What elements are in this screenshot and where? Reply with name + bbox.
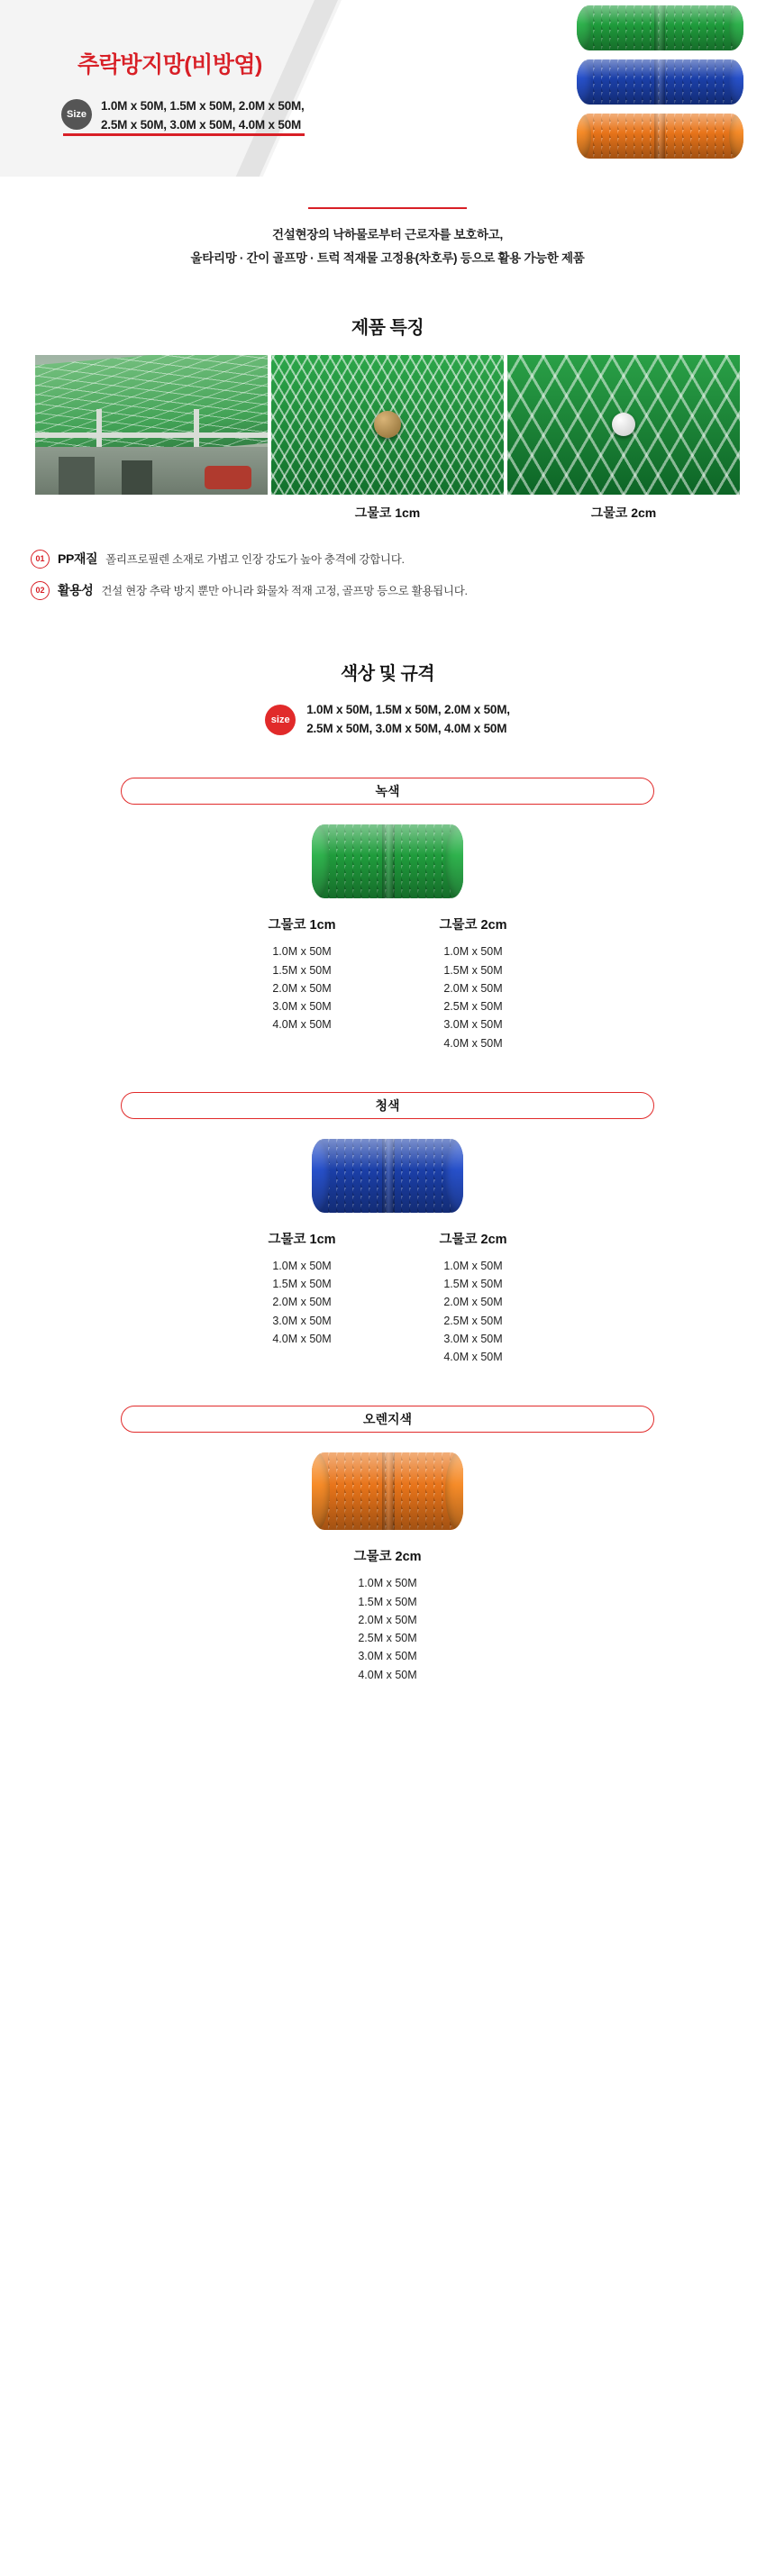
- hero-size-line-1: 1.0M x 50M, 1.5M x 50M, 2.0M x 50M,: [101, 99, 305, 113]
- intro-divider: [308, 207, 467, 209]
- blue-mesh-2cm-column: [388, 1229, 559, 1367]
- spec-size-line-1: 1.0M x 50M, 1.5M x 50M, 2.0M x 50M,: [306, 702, 510, 716]
- color-block-orange: [0, 1406, 775, 1684]
- column-header: 그물코 2cm: [439, 918, 507, 933]
- doorway: [122, 460, 152, 495]
- intro-line-2: 울타리망 · 간이 골프망 · 트럭 적재물 고정용(차호루) 등으로 활용 가능한 제품: [190, 251, 585, 266]
- feature-row: [31, 575, 744, 606]
- hero-green-roll-image: [577, 5, 743, 50]
- color-block-green: [0, 778, 775, 1052]
- spec-item: 3.0M x 50M: [443, 1332, 503, 1345]
- spec-item: 1.5M x 50M: [443, 1278, 503, 1291]
- spec-item: 3.0M x 50M: [358, 1650, 417, 1663]
- spec-item: 1.5M x 50M: [272, 1278, 332, 1291]
- feature-number-badge: 02: [31, 581, 50, 600]
- spec-item: 4.0M x 50M: [272, 1018, 332, 1032]
- intro-line-1: 건설현장의 낙하물로부터 근로자를 보호하고,: [272, 228, 503, 241]
- spec-item: 4.0M x 50M: [358, 1668, 417, 1681]
- intro-text: [0, 223, 775, 271]
- spec-size-row: [0, 701, 775, 739]
- spec-item: 2.0M x 50M: [443, 981, 503, 995]
- green-spec-columns: [0, 915, 775, 1052]
- blue-roll-photo: [0, 1139, 775, 1213]
- feature-number-badge: 01: [31, 550, 50, 569]
- photo-caption-1: 그물코 1cm: [354, 505, 421, 520]
- hero-size-badge: Size: [61, 99, 92, 130]
- spec-item: 1.5M x 50M: [443, 963, 503, 977]
- site-photo-scaffolding: [35, 355, 268, 495]
- spec-size-line-2: 2.5M x 50M, 3.0M x 50M, 4.0M x 50M: [306, 721, 507, 735]
- feature-value: 폴리프로필렌 소재로 가볍고 인장 강도가 높아 충격에 강합니다.: [105, 553, 405, 567]
- spec-item: 2.5M x 50M: [443, 1000, 503, 1014]
- blue-mesh-1cm-column: [216, 1229, 388, 1367]
- feature-value: 건설 현장 추락 방지 뿐만 아니라 화물차 적재 고정, 골프망 등으로 활용됩니다.: [101, 585, 468, 598]
- intro-section: [0, 177, 775, 280]
- coin-scale-reference: [612, 413, 635, 436]
- spec-item: 2.0M x 50M: [358, 1613, 417, 1626]
- spec-item: 2.0M x 50M: [443, 1296, 503, 1309]
- spec-item: 3.0M x 50M: [443, 1018, 503, 1032]
- spec-section-title: 색상 및 규격: [340, 663, 435, 684]
- blue-spec-columns: [0, 1229, 775, 1367]
- spec-item: 4.0M x 50M: [443, 1036, 503, 1050]
- green-mesh-2cm-column: [388, 915, 559, 1052]
- color-block-blue: [0, 1092, 775, 1367]
- spec-item: 2.0M x 50M: [272, 981, 332, 995]
- feature-key: 활용성: [58, 583, 94, 598]
- orange-mesh-2cm-column: [279, 1546, 496, 1684]
- roll-highlight: [312, 824, 463, 898]
- blue-roll-image: [312, 1139, 463, 1213]
- spec-item: 3.0M x 50M: [272, 1000, 332, 1014]
- spec-item: 1.5M x 50M: [358, 1595, 417, 1608]
- spec-item: 1.0M x 50M: [358, 1577, 417, 1590]
- bottom-spacer: [0, 1684, 775, 1720]
- spec-size-list: [306, 701, 510, 739]
- photo-caption-2: 그물코 2cm: [590, 505, 657, 520]
- coin-scale-reference: [374, 411, 401, 438]
- feature-row: [31, 543, 744, 575]
- roll-highlight: [577, 59, 743, 105]
- hero-size-line-2: 2.5M x 50M, 3.0M x 50M, 4.0M x 50M: [101, 117, 302, 132]
- roll-highlight: [312, 1139, 463, 1213]
- hero-banner: [0, 0, 775, 177]
- spec-item: 2.5M x 50M: [443, 1314, 503, 1327]
- orange-roll-image: [312, 1452, 463, 1530]
- doorway: [59, 457, 95, 495]
- spec-item: 2.0M x 50M: [272, 1296, 332, 1309]
- orange-spec-columns: [0, 1546, 775, 1684]
- roll-highlight: [577, 114, 743, 159]
- column-header: 그물코 2cm: [439, 1232, 507, 1247]
- page-title: 추락방지망(비방염): [78, 52, 262, 77]
- feature-photo-gallery: [0, 355, 775, 495]
- spec-item: 3.0M x 50M: [272, 1314, 332, 1327]
- roll-highlight: [577, 5, 743, 50]
- feature-photo-captions: [0, 495, 775, 522]
- green-roll-image: [312, 824, 463, 898]
- hero-size-list: [101, 97, 305, 135]
- color-name-blue: 청색: [121, 1092, 654, 1119]
- mesh-closeup-2cm-photo: [507, 355, 740, 495]
- feature-key: PP재질: [58, 551, 98, 567]
- spec-item: 2.5M x 50M: [358, 1632, 417, 1645]
- green-roll-photo: [0, 824, 775, 898]
- color-name-orange: 오렌지색: [121, 1406, 654, 1433]
- roll-highlight: [312, 1452, 463, 1530]
- spec-item: 1.5M x 50M: [272, 963, 332, 977]
- hero-blue-roll-image: [577, 59, 743, 105]
- feature-list: [0, 522, 775, 606]
- spec-item: 1.0M x 50M: [443, 1259, 503, 1272]
- spec-item: 4.0M x 50M: [443, 1351, 503, 1364]
- photo-caption-0: [35, 504, 268, 522]
- green-mesh-1cm-column: [216, 915, 388, 1052]
- red-vehicle: [205, 466, 251, 489]
- mesh-closeup-1cm-photo: [271, 355, 504, 495]
- column-header: 그물코 2cm: [353, 1550, 422, 1565]
- column-header: 그물코 1cm: [268, 918, 336, 933]
- features-section-title: 제품 특징: [351, 317, 424, 338]
- scaffold-beam: [35, 432, 268, 438]
- color-name-green: 녹색: [121, 778, 654, 805]
- spec-size-badge: size: [265, 705, 296, 735]
- column-header: 그물코 1cm: [268, 1232, 336, 1247]
- hero-orange-roll-image: [577, 114, 743, 159]
- orange-roll-photo: [0, 1452, 775, 1530]
- spec-item: 4.0M x 50M: [272, 1332, 332, 1345]
- spec-item: 1.0M x 50M: [443, 945, 503, 959]
- spec-item: 1.0M x 50M: [272, 945, 332, 959]
- spec-item: 1.0M x 50M: [272, 1259, 332, 1272]
